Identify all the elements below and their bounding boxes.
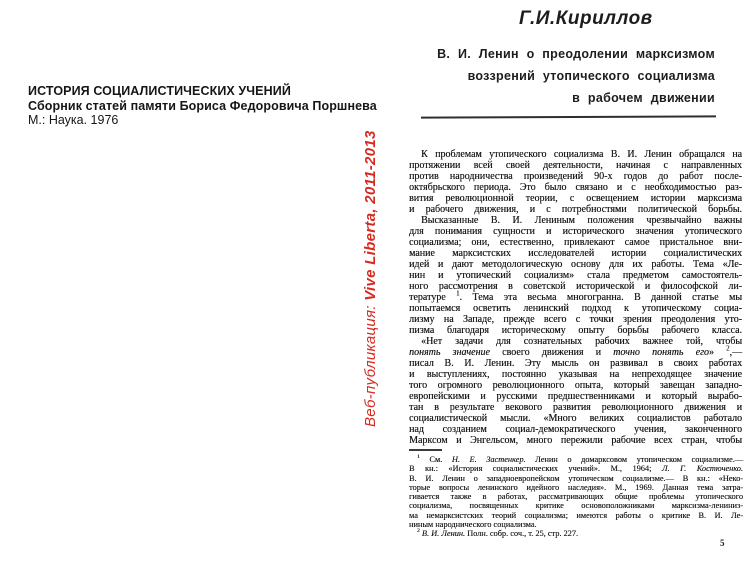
text-line: ного рассмотрения в советской исторической и философской ли-	[409, 281, 742, 292]
text-line: тан в результате векового развития революционного движения и	[409, 402, 742, 413]
text-line: понять значение своего движения и точно понять его» $^2$,—	[409, 345, 742, 358]
text-line: социалистической мысли. «Много великих социалистов работало	[409, 413, 742, 424]
book-subtitle: Сборник статей памяти Бориса Федоровича Поршнева	[28, 98, 377, 113]
text-line: идей и дают методологическую основу для их работы. Тема «Ле-	[409, 259, 742, 270]
body-paragraph	[409, 149, 742, 215]
text-line: К проблемам утопического социализма В. И. Ленин обращался на	[421, 149, 742, 160]
text-line: над созданием социал-демократического учения, законченного	[409, 424, 742, 435]
text-line: Высказанные В. И. Лениным положения чрезвычайно важны	[421, 215, 742, 226]
text-line: лизму на Западе, прежде всего с точки зрения преодоления уто-	[409, 314, 742, 325]
article-title	[420, 43, 715, 109]
watermark-brand: Vive Liberta, 2011-2013	[362, 130, 379, 301]
text-line: пизма благодаря историческому опыту борьбы рабочего класса.	[409, 325, 742, 336]
watermark-prefix: Веб-публикация:	[362, 300, 379, 427]
body-paragraph	[409, 336, 742, 446]
body-paragraph	[409, 215, 742, 336]
text-line: попытаемся осветить ленинский подход к утопическому социа-	[409, 303, 742, 314]
text-line: социализма, посвященных критике основоположниками марксизма-лениниз-	[409, 501, 743, 511]
text-line: $^1$ См. Н. Е. Застенкер. Ленин о домарксовом утопическом социализме.—	[417, 454, 744, 464]
text-line: гивается также в работах, рассматривающих общие проблемы утопического	[409, 492, 743, 502]
text-line: В. И. Ленин о западноевропейском утопическом социализме.— В кн.: «Неко-	[409, 473, 743, 483]
text-line: для понимания сущности и исторического значения утопического	[409, 226, 742, 237]
text-line: европейскими и русскими предшественниками и который вырабо-	[409, 391, 742, 402]
page-number: 5	[720, 538, 725, 548]
text-line: В кн.: «История социалистических учений». М., 1964; Л. Г. Костюченко.	[409, 464, 744, 474]
text-line: «Нет задачи для сознательных рабочих важнее той, чтобы	[421, 336, 742, 347]
text-line: ма немарксистских теорий социализма; имеются работы о критике В. И. Ле-	[409, 510, 743, 520]
text-line: В. И. Ленин о преодолении марксизмом	[437, 47, 715, 61]
text-line: протяжении всей своей деятельности, начиная с направленных	[409, 160, 742, 171]
footnote	[409, 455, 743, 529]
text-line: в рабочем движении	[572, 91, 715, 105]
book-imprint: М.: Наука. 1976	[28, 113, 119, 127]
text-line: и рабочего движения, и с потребностями политической борьбы.	[409, 204, 742, 215]
text-line: торые вопросы ленинского идейного наследия». М., 1969. Данная тема затра-	[409, 482, 743, 492]
text-line: того огромного революционного опыта, который завещан западно-	[409, 380, 742, 391]
article-body	[409, 149, 742, 446]
text-line: нин и утопический социализм» стала предметом самостоятель-	[409, 270, 742, 281]
text-line: социализма; они, естественно, привлекают самое пристальное вни-	[409, 237, 742, 248]
text-line: вития революционной теории, с освещением истории марксизма	[409, 193, 742, 204]
footnote	[409, 529, 743, 538]
text-line: воззрений утопического социализма	[467, 69, 715, 83]
book-title: ИСТОРИЯ СОЦИАЛИСТИЧЕСКИХ УЧЕНИЙ	[28, 84, 291, 98]
footnotes	[409, 455, 743, 539]
header-divider	[421, 115, 716, 118]
author-name: Г.И.Кириллов	[519, 8, 653, 29]
text-line: октябрьского периода. Это было связано и с необходимостью раз-	[409, 182, 742, 193]
text-line: тературе $^1$. Тема эта весьма многогранна. В данной статье мы	[409, 290, 742, 303]
watermark	[362, 130, 379, 427]
text-line: и выступлениях, постоянно указывая на непреходящее значение	[409, 369, 742, 380]
text-line: против народничества произведений 90-х годов до работ после-	[409, 171, 742, 182]
text-line: Марксом и Энгельсом, много пережили рабочие всех стран, чтобы	[409, 435, 742, 446]
book-reference-block	[28, 84, 377, 128]
text-line: мание марксистских исследователей истории социалистических	[409, 248, 742, 259]
footnote-separator	[409, 449, 442, 451]
text-line: ниным народнического социализма.	[409, 520, 537, 530]
text-line: писал В. И. Ленин. Эту мысль он развивал в своих работах	[409, 358, 742, 369]
text-line: $^2$ В. И. Ленин. Полн. собр. соч., т. 25, стр. 227.	[417, 528, 579, 539]
